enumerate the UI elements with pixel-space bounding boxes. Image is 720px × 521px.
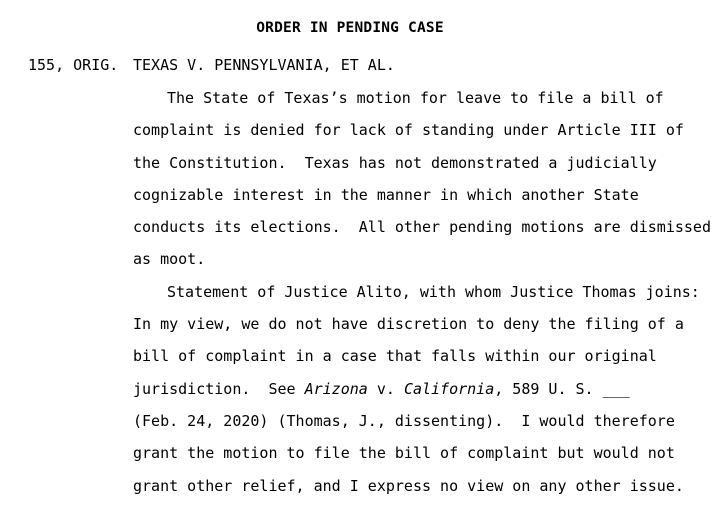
case-name: TEXAS V. PENNSYLVANIA, ET AL. — [133, 56, 395, 74]
text-line: conducts its elections. All other pending motions are dismissed — [133, 218, 711, 237]
text-segment: v. — [367, 379, 404, 398]
case-citation-party: Arizona — [304, 379, 368, 398]
order-paragraph — [133, 88, 711, 282]
text-line: as moot. — [133, 250, 206, 269]
docket-number: 155, ORIG. — [28, 56, 119, 74]
text-line: cognizable interest in the manner in which another State — [133, 185, 639, 204]
text-line: grant other relief, and I express no view on any other issue. — [133, 476, 684, 495]
citation-line — [133, 379, 693, 411]
text-line: the Constitution. Texas has not demonstrated a judicially — [133, 153, 657, 172]
text-line: The State of Texas’s motion for leave to file a bill of — [167, 89, 664, 107]
text-segment: jurisdiction. See — [133, 379, 305, 398]
document-heading: ORDER IN PENDING CASE — [256, 20, 444, 36]
text-line: bill of complaint in a case that falls within our original — [133, 347, 657, 366]
case-citation-party: California — [403, 379, 495, 398]
text-line: Statement of Justice Alito, with whom Justice Thomas joins: — [167, 282, 700, 301]
text-line: grant the motion to file the bill of complaint but would not — [133, 444, 675, 463]
text-line: In my view, we do not have discretion to deny the filing of a — [133, 315, 684, 334]
text-segment: , 589 U. S. ___ — [494, 379, 630, 398]
statement-paragraph — [133, 282, 700, 508]
text-line: complaint is denied for lack of standing under Article III of — [133, 121, 684, 140]
order-body — [133, 88, 711, 508]
text-line: (Feb. 24, 2020) (Thomas, J., dissenting). I would therefore — [133, 411, 675, 430]
